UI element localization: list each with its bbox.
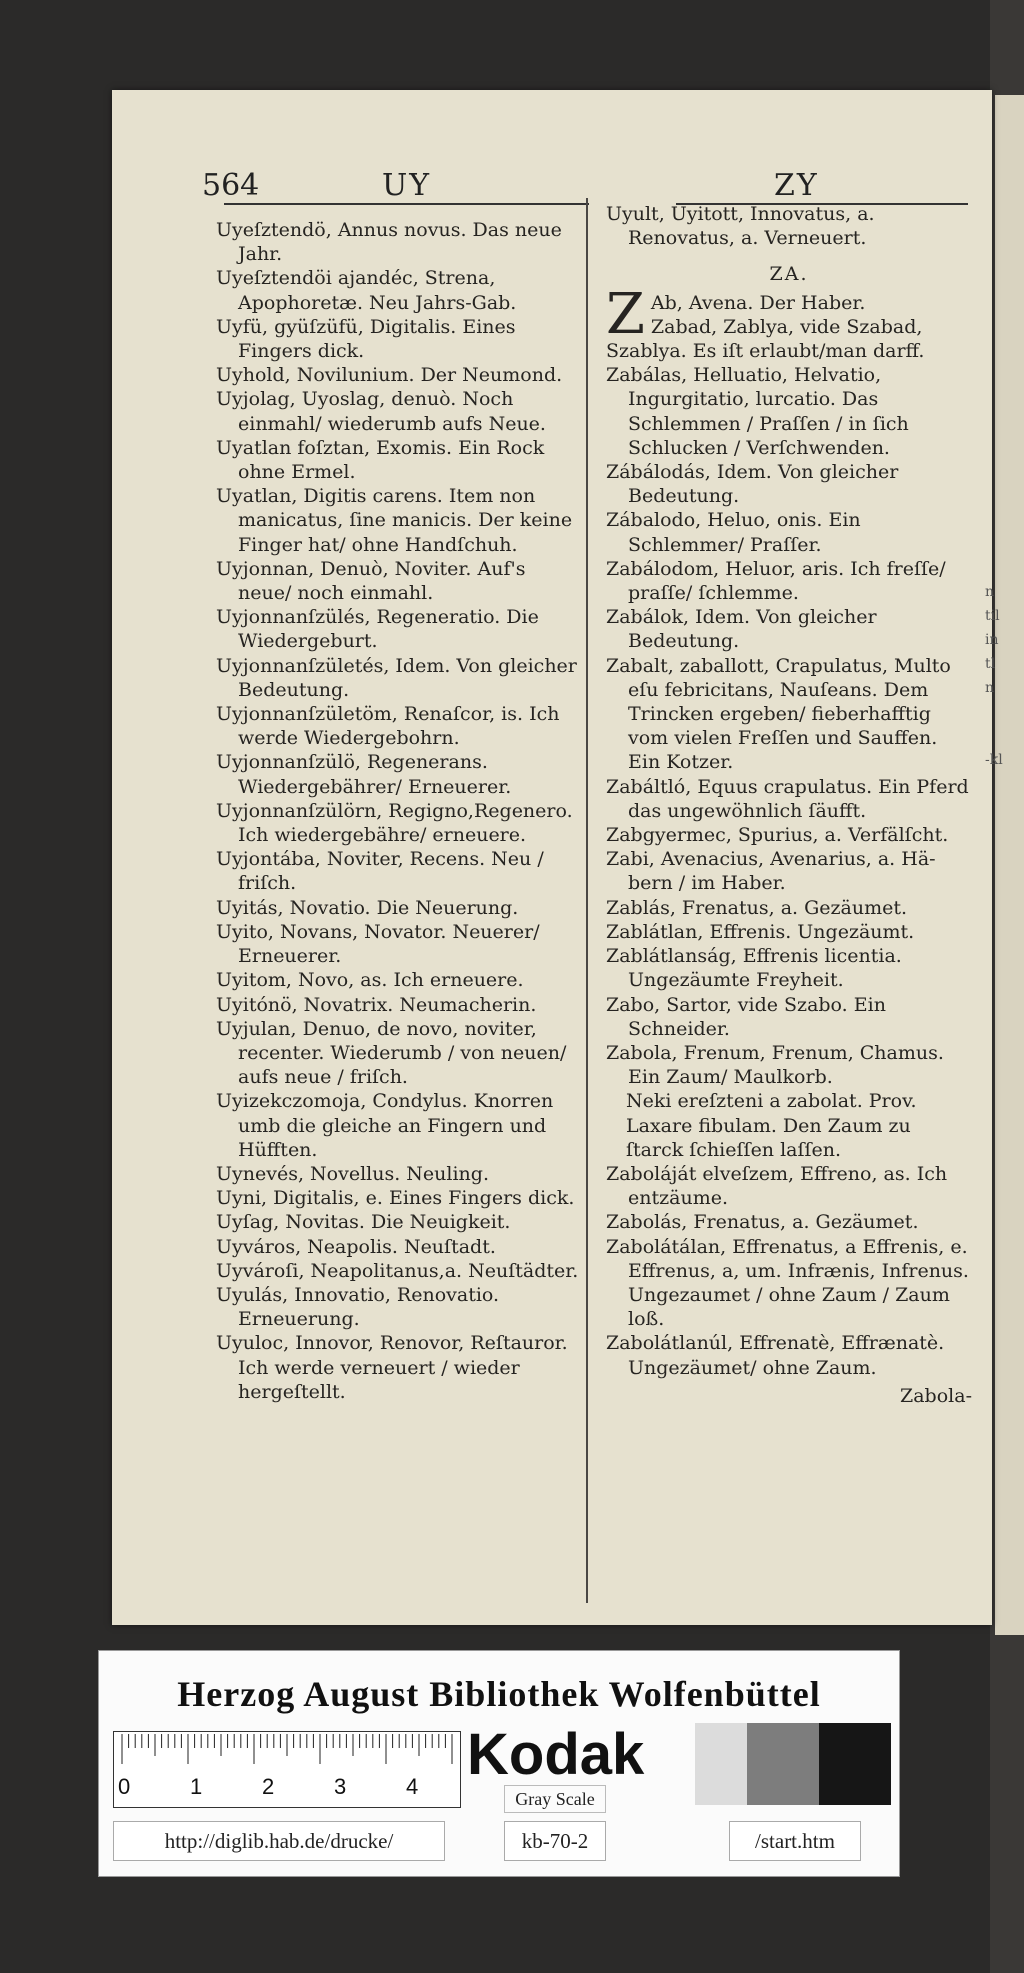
edge-fragment: n <box>985 584 995 600</box>
dictionary-entry: Zabolátlanúl, Effrenatè, Effrænatè. Ungezäumet/ ohne Zaum. <box>606 1332 945 1379</box>
dictionary-entry: Zabo, Sartor, vide Szabo. Ein Schneider. <box>606 993 886 1040</box>
column-divider <box>586 198 588 1603</box>
gray-swatch-mid <box>747 1723 819 1805</box>
kodak-logo: Kodak <box>467 1722 645 1787</box>
left-column <box>216 218 581 1404</box>
dictionary-entry: Zábálodás, Idem. Von gleicher Bedeutung. <box>606 461 899 508</box>
dictionary-entry: Uyjonnanſzülés, Regeneratio. Die Wiedergeburt. <box>216 606 539 653</box>
drop-cap: Z <box>606 281 645 347</box>
dictionary-entry: Uyito, Novans, Novator. Neuerer/ Erneuerer. <box>216 920 540 968</box>
dictionary-entry: Uyeſztendö, Annus novus. Das neue Jahr. <box>216 219 562 266</box>
ruler-numbers <box>114 1774 460 1804</box>
dictionary-entry: Uyizekczomoja, Condylus. Knorren umb die gleiche an Fingern und Hüfften. <box>216 1090 554 1161</box>
scale-ruler <box>113 1731 461 1808</box>
gray-swatch-dark <box>819 1723 891 1805</box>
dictionary-entry: Uyulás, Innovatio, Renovatio. Erneuerung. <box>216 1283 500 1331</box>
dictionary-entry: Uyjulan, Denuo, de novo, noviter, recenter. Wiederumb / von neuen/ aufs neue / friſch. <box>216 1017 567 1089</box>
section-heading: ZA. <box>769 263 809 286</box>
dictionary-entry: Zabolátálan, Effrenatus, a Effrenis, e. Effrenus, a, um. Infrænis, Infrenus. Ungezaumet / ohne Zaum / Zaum loß. <box>606 1235 969 1331</box>
library-title: Herzog August Bibliothek Wolfenbüttel <box>177 1674 821 1714</box>
url-link[interactable]: http://diglib.hab.de/drucke/ <box>113 1821 445 1861</box>
edge-fragment: -kl <box>985 752 1003 768</box>
gray-scale-label: Gray Scale <box>504 1785 606 1813</box>
dictionary-entry: Uynevés, Novellus. Neuling. <box>216 1162 489 1185</box>
dictionary-entry: Zabolás, Frenatus, a. Gezäumet. <box>606 1211 919 1234</box>
dictionary-entry: Zábalodo, Heluo, onis. Ein Schlemmer/ Praſſer. <box>606 509 861 556</box>
edge-fragment: tl <box>985 656 996 672</box>
header-rule-left <box>224 203 589 205</box>
ruler-number: 4 <box>406 1774 419 1799</box>
dictionary-entry: Uyváros, Neapolis. Neuſtadt. <box>216 1235 496 1258</box>
edge-fragment: in <box>985 632 999 648</box>
catchword: Zabola- <box>900 1384 972 1407</box>
dictionary-entry: Zabi, Avenacius, Avenarius, a. Hä-bern / im Haber. <box>606 848 936 895</box>
dictionary-entry: Uyjonnanſzülörn, Regigno,Regenero. Ich wiedergebähre/ erneuere. <box>216 799 573 847</box>
shelfmark-code: kb-70-2 <box>504 1821 606 1861</box>
dictionary-entry: Uyjontába, Noviter, Recens. Neu / friſch. <box>216 848 544 895</box>
url-suffix[interactable]: /start.htm <box>729 1821 861 1861</box>
first-entry-continuation: Zabad, Zablya, vide Szabad, Szablya. Es iſt erlaubt/man darff. <box>606 315 925 363</box>
edge-fragment <box>985 724 1015 748</box>
dictionary-entry: Zaboláját elveſzem, Effreno, as. Ich entzäume. <box>606 1162 948 1210</box>
running-head-right: ZY <box>774 168 819 203</box>
dictionary-entry: Zabálok, Idem. Von gleicher Bedeutung. <box>606 606 877 653</box>
dictionary-entry: Zablátlan, Effrenis. Ungezäumt. <box>606 920 915 943</box>
edge-fragment: til <box>985 608 1000 624</box>
dictionary-entry: Uyjolag, Uyoslag, denuò. Noch einmahl/ wiederumb aufs Neue. <box>216 388 546 435</box>
dictionary-entry: Uyuloc, Innovor, Renovor, Reſtauror. Ich werde verneuert / wieder hergeſtellt. <box>216 1332 568 1403</box>
dictionary-entry: Uyjonnanſzületés, Idem. Von gleicher Bedeutung. <box>216 654 577 701</box>
first-entry <box>606 281 972 364</box>
library-card <box>98 1650 900 1877</box>
dictionary-entry: Uyitás, Novatio. Die Neuerung. <box>216 896 519 919</box>
dictionary-entry: Zablátlanság, Effrenis licentia. Ungezäumte Freyheit. <box>606 945 902 992</box>
dictionary-entry: Uyni, Digitalis, e. Eines Fingers dick. <box>216 1187 575 1210</box>
dictionary-entry: Zabola, Frenum, Frenum, Chamus. Ein Zaum/ Maulkorb. <box>606 1041 944 1089</box>
dictionary-entry: Uyult, Uyitott, Innovatus, a. Renovatus, a. Verneuert. <box>606 203 875 250</box>
dictionary-entry: Zabáltló, Equus crapulatus. Ein Pferd das ungewöhnlich ſäufft. <box>606 775 969 822</box>
first-entry-text: Ab, Avena. Der Haber. <box>650 291 866 314</box>
dictionary-entry: Zabalt, zaballott, Crapulatus, Multo eſu febricitans, Nauſeans. Dem Trincken ergeben/ fieberhafftig vom vielen Freſſen und Sauffen. Ein Kotzer. <box>606 654 951 774</box>
ruler-number: 1 <box>190 1774 203 1799</box>
ruler-ticks <box>118 1734 456 1764</box>
ruler-number: 0 <box>118 1774 131 1799</box>
edge-fragment: n <box>985 680 995 696</box>
running-head-left: UY <box>382 168 432 203</box>
edge-fragment <box>985 700 1015 724</box>
adjacent-page-text <box>985 580 1015 772</box>
dictionary-entry: Uyatlan, Digitis carens. Item non manicatus, ſine manicis. Der keine Finger hat/ ohne Handſchuh. <box>216 485 573 556</box>
dictionary-entry: Zabálas, Helluatio, Helvatio, Ingurgitatio, lurcatio. Das Schlemmen / Praſſen / in ſich Schlucken / Verſchwenden. <box>606 364 909 459</box>
book-page <box>112 90 992 1625</box>
dictionary-entry: Uyatlan foſztan, Exomis. Ein Rock ohne Ermel. <box>216 436 545 484</box>
dictionary-entry: Uyeſztendöi ajandéc, Strena, Apophoretæ. Neu Jahrs-Gab. <box>216 267 517 314</box>
dictionary-entry: Uyfü, gyüſzüfü, Digitalis. Eines Fingers dick. <box>216 315 516 363</box>
dictionary-entry: Zablás, Frenatus, a. Gezäumet. <box>606 896 908 919</box>
dictionary-entry: Uyſag, Novitas. Die Neuigkeit. <box>216 1211 511 1234</box>
dictionary-entry: Uyjonnanſzületöm, Renaſcor, is. Ich werde Wiedergebohrn. <box>216 703 560 750</box>
dictionary-entry: Uyitom, Novo, as. Ich erneuere. <box>216 969 524 992</box>
dictionary-entry: Uyjonnan, Denuò, Noviter. Auf's neue/ noch einmahl. <box>216 557 526 605</box>
dictionary-entry: Zabgyermec, Spurius, a. Verfälſcht. <box>606 824 949 847</box>
dictionary-entry: Uyitónö, Novatrix. Neumacherin. <box>216 993 537 1016</box>
dictionary-entry: Uyjonnanſzülö, Regenerans. Wiedergebährer/ Erneuerer. <box>216 751 512 798</box>
ruler-number: 2 <box>262 1774 275 1799</box>
dictionary-entry: Uyhold, Novilunium. Der Neumond. <box>216 364 563 387</box>
dictionary-entry: Zabálodom, Heluor, aris. Ich freſſe/ praſſe/ ſchlemme. <box>606 557 946 605</box>
proverb-note: Neki ereſzteni a zabolat. Prov. Laxare fibulam. Den Zaum zu ſtarck ſchieſſen laſſen. <box>626 1090 917 1161</box>
dictionary-entry: Uyvároſi, Neapolitanus,a. Neuſtädter. <box>216 1259 579 1282</box>
right-column <box>606 202 972 1408</box>
page-number: 564 <box>202 168 260 203</box>
ruler-number: 3 <box>334 1774 347 1799</box>
adjacent-page-edge <box>995 95 1024 1635</box>
